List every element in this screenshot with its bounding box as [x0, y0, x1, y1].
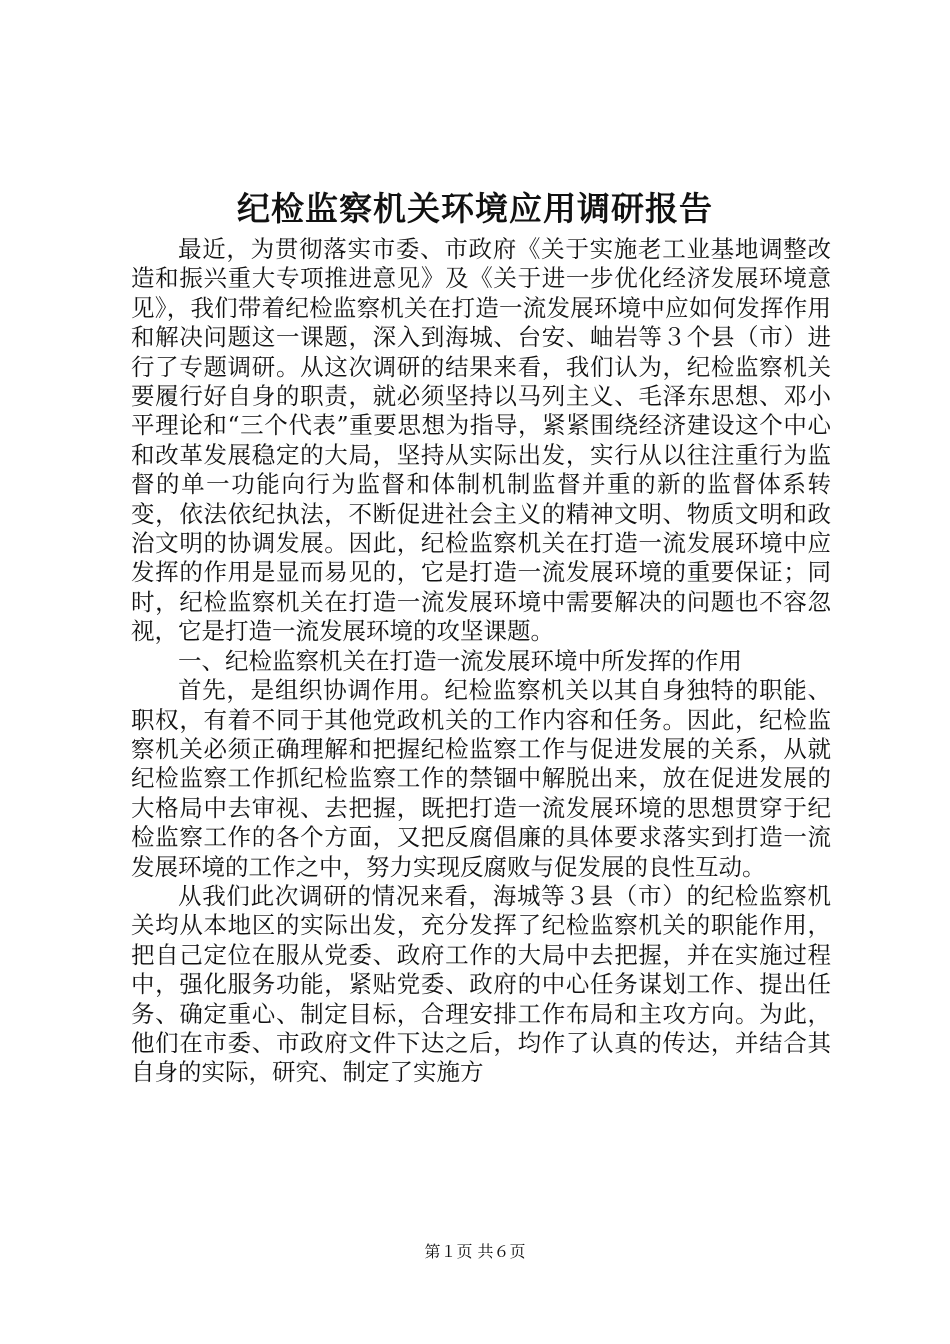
paragraph-survey-findings: 从我们此次调研的情况来看，海城等３县（市）的纪检监察机关均从本地区的实际出发，充分发挥了纪检监察机关的职能作用，把自己定位在服从党委、政府工作的大局中去把握，并在实施过程中，强化服务功能，紧贴党委、政府的中心任务谋划工作、提出任务、确定重心、制定目标，合理安排工作布局和主攻方向。为此，他们在市委、市政府文件下达之后，均作了认真的传达，并结合其自身的实际，研究、制定了实施方 — [131, 881, 831, 1087]
page-number-footer: 第１页 共６页 — [424, 1242, 526, 1261]
paragraph-intro: 最近，为贯彻落实市委、市政府《关于实施老工业基地调整改造和振兴重大专项推进意见》及《关于进一步优化经济发展环境意见》，我们带着纪检监察机关在打造一流发展环境中应如何发挥作用和解决问题这一课题，深入到海城、台安、岫岩等３个县（市）进行了专题调研。从这次调研的结果来看，我们认为，纪检监察机关要履行好自身的职责，就必须坚持以马列主义、毛泽东思想、邓小平理论和“三个代表”重要思想为指导，紧紧围绕经济建设这个中心和改革发展稳定的大局，坚持从实际出发，实行从以往注重行为监督的单一功能向行为监督和体制机制监督并重的新的监督体系转变，依法依纪执法，不断促进社会主义的精神文明、物质文明和政治文明的协调发展。因此，纪检监察机关在打造一流发展环境中应发挥的作用是显而易见的，它是打造一流发展环境的重要保证；同时，纪检监察机关在打造一流发展环境中需要解决的问题也不容忽视，它是打造一流发展环境的攻坚课题。 — [131, 235, 831, 646]
document-title: 纪检监察机关环境应用调研报告 — [237, 189, 713, 228]
section-heading-1: 一、纪检监察机关在打造一流发展环境中所发挥的作用 — [178, 646, 742, 675]
document-body — [131, 235, 831, 1088]
paragraph-coordination: 首先，是组织协调作用。纪检监察机关以其自身独特的职能、职权，有着不同于其他党政机关的工作内容和任务。因此，纪检监察机关必须正确理解和把握纪检监察工作与促进发展的关系，从就纪检监察工作抓纪检监察工作的禁锢中解脱出来，放在促进发展的大格局中去审视、去把握，既把打造一流发展环境的思想贯穿于纪检监察工作的各个方面，又把反腐倡廉的具体要求落实到打造一流发展环境的工作之中，努力实现反腐败与促发展的良性互动。 — [131, 676, 831, 881]
